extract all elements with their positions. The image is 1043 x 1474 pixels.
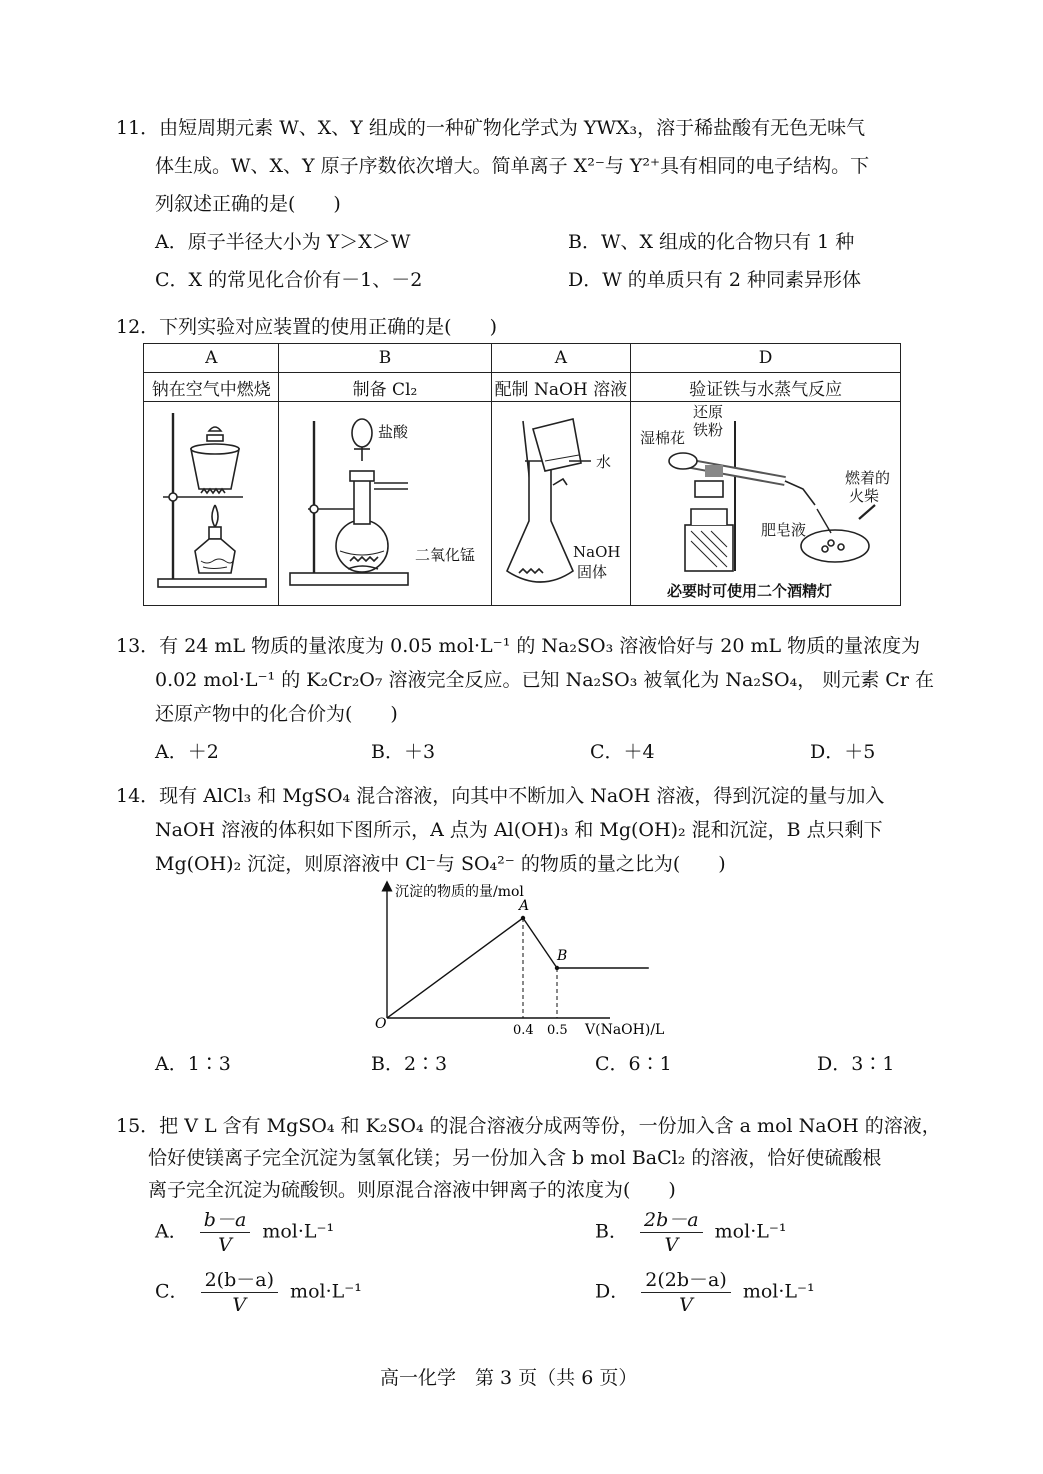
numerator: 2b－a [640,1208,703,1233]
q14-option-b: B．2∶3 [371,1053,448,1075]
fraction [201,1268,278,1317]
q13-option-d: D．＋5 [810,741,876,763]
option-prefix: C． [155,1280,189,1303]
fraction [640,1208,703,1257]
iron-steam-apparatus [669,421,875,571]
label-match: 火柴 [849,487,880,505]
option-prefix: D． [595,1280,630,1303]
col-header-3: A [491,344,631,373]
point-label-a: A [519,898,530,914]
q13-option-b: B．＋3 [371,741,436,763]
q13-option-a: A．＋2 [155,741,219,763]
caption-1: 钠在空气中燃烧 [144,373,279,402]
apparatus-drawings [143,401,901,606]
denominator: V [679,1294,693,1316]
caption-4: 验证铁与水蒸气反应 [631,373,901,402]
point-label-b: B [557,948,568,964]
chlorine-apparatus [290,419,408,585]
label-water: 水 [596,453,612,471]
label-solid: 固体 [577,563,608,581]
numerator: 2(2b－a) [641,1268,731,1293]
precipitate-chart [370,880,670,1040]
q14-option-c: C．6∶1 [595,1053,672,1075]
origin-label: O [375,1016,387,1032]
q12-stem: 12．下列实验对应装置的使用正确的是( ) [116,316,498,338]
unit: mol·L⁻¹ [262,1220,335,1243]
y-axis-label: 沉淀的物质的量/mol [395,884,524,900]
q13-option-c: C．＋4 [590,741,655,763]
col-header-2: B [279,344,491,373]
x-tick-label: 0.4 [513,1023,534,1038]
option-prefix: B． [595,1220,628,1243]
q15-option-b [595,1208,787,1257]
q14-line3: Mg(OH)₂ 沉淀，则原溶液中 Cl⁻与 SO₄²⁻ 的物质的量之比为( ) [155,853,726,875]
x-axis-label: V(NaOH)/L [585,1022,665,1038]
option-prefix: A． [155,1220,188,1243]
q14-option-d: D．3∶1 [817,1053,895,1075]
q11-line1: 11．由短周期元素 W、X、Y 组成的一种矿物化学式为 YWX₃，溶于稀盐酸有无色无味气 [116,117,866,139]
x-tick-label: 0.5 [547,1023,568,1038]
page-footer: 高一化学 第 3 页（共 6 页） [380,1367,638,1389]
label-naoh: NaOH [573,543,621,561]
denominator: V [218,1234,232,1256]
denominator: V [664,1234,679,1256]
q11-option-c: C．X 的常见化合价有－1、－2 [155,269,423,291]
label-iron-powder: 铁粉 [693,421,724,439]
numerator: 2(b－a) [201,1268,278,1293]
q15-line1: 15．把 V L 含有 MgSO₄ 和 K₂SO₄ 的混合溶液分成两等份，一份加入含 a mol NaOH 的溶液， [116,1115,941,1137]
unit: mol·L⁻¹ [742,1280,815,1303]
label-wet-cotton: 湿棉花 [640,429,686,447]
q15-option-a [155,1208,334,1257]
q11-option-b: B．W、X 组成的化合物只有 1 种 [568,231,855,253]
col-header-4: D [631,344,901,373]
fraction [200,1208,251,1257]
data-point-a [521,916,525,920]
q15-option-d [595,1268,815,1317]
q13-line1: 13．有 24 mL 物质的量浓度为 0.05 mol·L⁻¹ 的 Na₂SO₃ 溶液恰好与 20 mL 物质的量浓度为 [116,635,921,657]
q13-line2: 0.02 mol·L⁻¹ 的 K₂Cr₂O₇ 溶液完全反应。已知 Na₂SO₃ 被氧化为 Na₂SO₄， 则元素 Cr 在 [155,669,934,691]
data-point-b [555,966,559,970]
q15-line3: 离子完全沉淀为硫酸钡。则原混合溶液中钾离子的浓度为( ) [148,1179,676,1201]
caption-3: 配制 NaOH 溶液 [491,373,631,402]
label-soap-solution: 肥皂液 [761,521,807,539]
sodium-combustion-apparatus [158,413,266,587]
series-line-fall [523,918,557,968]
q11-option-a: A．原子半径大小为 Y＞X＞W [155,231,411,253]
caption-2: 制备 Cl₂ [279,373,491,402]
label-reduced: 还原 [693,403,724,421]
label-manganese-dioxide: 二氧化锰 [415,546,476,564]
fraction [641,1268,731,1317]
q13-line3: 还原产物中的化合价为( ) [155,703,398,725]
q11-option-d: D．W 的单质只有 2 种同素异形体 [568,269,861,291]
q15-line2: 恰好使镁离子完全沉淀为氢氧化镁；另一份加入含 b mol BaCl₂ 的溶液，恰好使硫酸根 [148,1147,882,1169]
denominator: V [232,1294,247,1316]
series-line-rise [387,918,523,1018]
q15-option-c [155,1268,362,1317]
label-burning: 燃着的 [845,469,891,487]
label-hydrochloric-acid: 盐酸 [378,423,409,441]
label-note: 必要时可使用二个酒精灯 [667,582,833,600]
numerator: b－a [200,1208,251,1233]
q14-line2: NaOH 溶液的体积如下图所示，A 点为 Al(OH)₃ 和 Mg(OH)₂ 混和沉淀，B 点只剩下 [155,819,883,841]
unit: mol·L⁻¹ [290,1280,362,1303]
unit: mol·L⁻¹ [714,1220,787,1243]
q14-option-a: A．1∶3 [155,1053,231,1075]
q11-line2: 体生成。W、X、Y 原子序数依次增大。简单离子 X²⁻与 Y²⁺具有相同的电子结构。下 [155,155,870,177]
q14-line1: 14．现有 AlCl₃ 和 MgSO₄ 混合溶液，向其中不断加入 NaOH 溶液，得到沉淀的量与加入 [116,785,885,807]
q11-line3: 列叙述正确的是( ) [155,193,341,215]
col-header-1: A [144,344,279,373]
